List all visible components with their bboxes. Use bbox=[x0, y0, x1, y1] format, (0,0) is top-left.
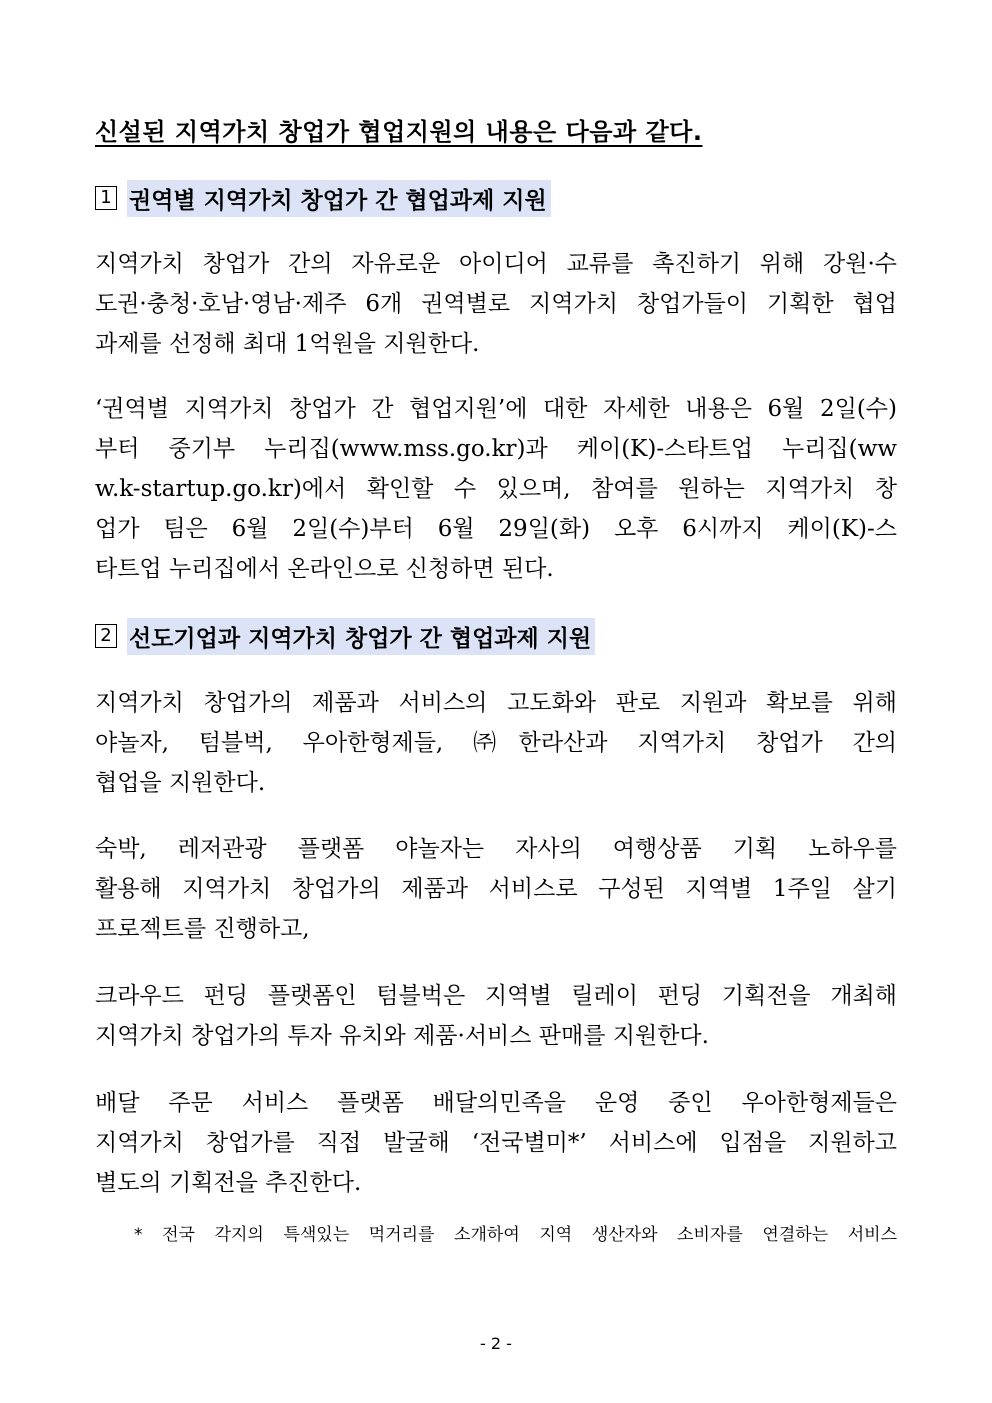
section-2-number: 2 bbox=[95, 624, 117, 648]
section-1-number: 1 bbox=[95, 186, 117, 210]
section-1-heading bbox=[95, 180, 551, 216]
section-2-heading bbox=[95, 618, 595, 654]
section-2-paragraph-2 bbox=[95, 829, 897, 949]
paragraph-line: 지역가치 창업가의 투자 유치와 제품·서비스 판매를 지원한다. bbox=[95, 1023, 709, 1049]
paragraph-line: 프로젝트를 진행하고, bbox=[95, 916, 310, 942]
page-number: - 2 - bbox=[480, 1334, 512, 1353]
paragraph-line: 지역가치 창업가를 직접 발굴해 ‘전국별미*’ 서비스에 입점을 지원하고 bbox=[95, 1130, 897, 1156]
paragraph-line: 과제를 선정해 최대 1억원을 지원한다. bbox=[95, 331, 480, 357]
paragraph-line: 부터 중기부 누리집(www.mss.go.kr)과 케이(K)-스타트업 누리집(ww bbox=[95, 436, 897, 462]
paragraph-line: 숙박, 레저관광 플랫폼 야놀자는 자사의 여행상품 기획 노하우를 bbox=[95, 836, 897, 862]
paragraph-line: 타트업 누리집에서 온라인으로 신청하면 된다. bbox=[95, 556, 554, 582]
section-2-title: 선도기업과 지역가치 창업가 간 협업과제 지원 bbox=[127, 618, 595, 655]
section-2-paragraph-1 bbox=[95, 683, 897, 803]
paragraph-line: 지역가치 창업가의 제품과 서비스의 고도화와 판로 지원과 확보를 위해 bbox=[95, 690, 897, 716]
section-1-title: 권역별 지역가치 창업가 간 협업과제 지원 bbox=[127, 180, 551, 217]
paragraph-line: 업가 팀은 6월 2일(수)부터 6월 29일(화) 오후 6시까지 케이(K)-스 bbox=[95, 516, 897, 542]
section-2-paragraph-4 bbox=[95, 1083, 897, 1203]
page-title: 신설된 지역가치 창업가 협업지원의 내용은 다음과 같다. bbox=[95, 118, 703, 146]
paragraph-line: w.k-startup.go.kr)에서 확인할 수 있으며, 참여를 원하는 지역가치 창 bbox=[95, 476, 897, 502]
paragraph-line: 협업을 지원한다. bbox=[95, 770, 266, 796]
section-1-paragraph-1 bbox=[95, 244, 897, 364]
paragraph-line: 야놀자, 텀블벅, 우아한형제들, ㈜한라산과 지역가치 창업가 간의 bbox=[95, 730, 897, 756]
section-2-paragraph-3 bbox=[95, 976, 897, 1056]
paragraph-line: 도권·충청·호남·영남·제주 6개 권역별로 지역가치 창업가들이 기획한 협업 bbox=[95, 291, 897, 317]
paragraph-line: 크라우드 펀딩 플랫폼인 텀블벅은 지역별 릴레이 펀딩 기획전을 개최해 bbox=[95, 983, 897, 1009]
paragraph-line: 지역가치 창업가 간의 자유로운 아이디어 교류를 촉진하기 위해 강원·수 bbox=[95, 251, 897, 277]
section-1-paragraph-2 bbox=[95, 389, 897, 589]
paragraph-line: ‘권역별 지역가치 창업가 간 협업지원’에 대한 자세한 내용은 6월 2일(수) bbox=[95, 396, 897, 422]
paragraph-line: 별도의 기획전을 추진한다. bbox=[95, 1170, 362, 1196]
paragraph-line: 배달 주문 서비스 플랫폼 배달의민족을 운영 중인 우아한형제들은 bbox=[95, 1090, 897, 1116]
paragraph-line: 활용해 지역가치 창업가의 제품과 서비스로 구성된 지역별 1주일 살기 bbox=[95, 876, 897, 902]
footnote: * 전국 각지의 특색있는 먹거리를 소개하여 지역 생산자와 소비자를 연결하는 서비스 bbox=[134, 1225, 897, 1245]
